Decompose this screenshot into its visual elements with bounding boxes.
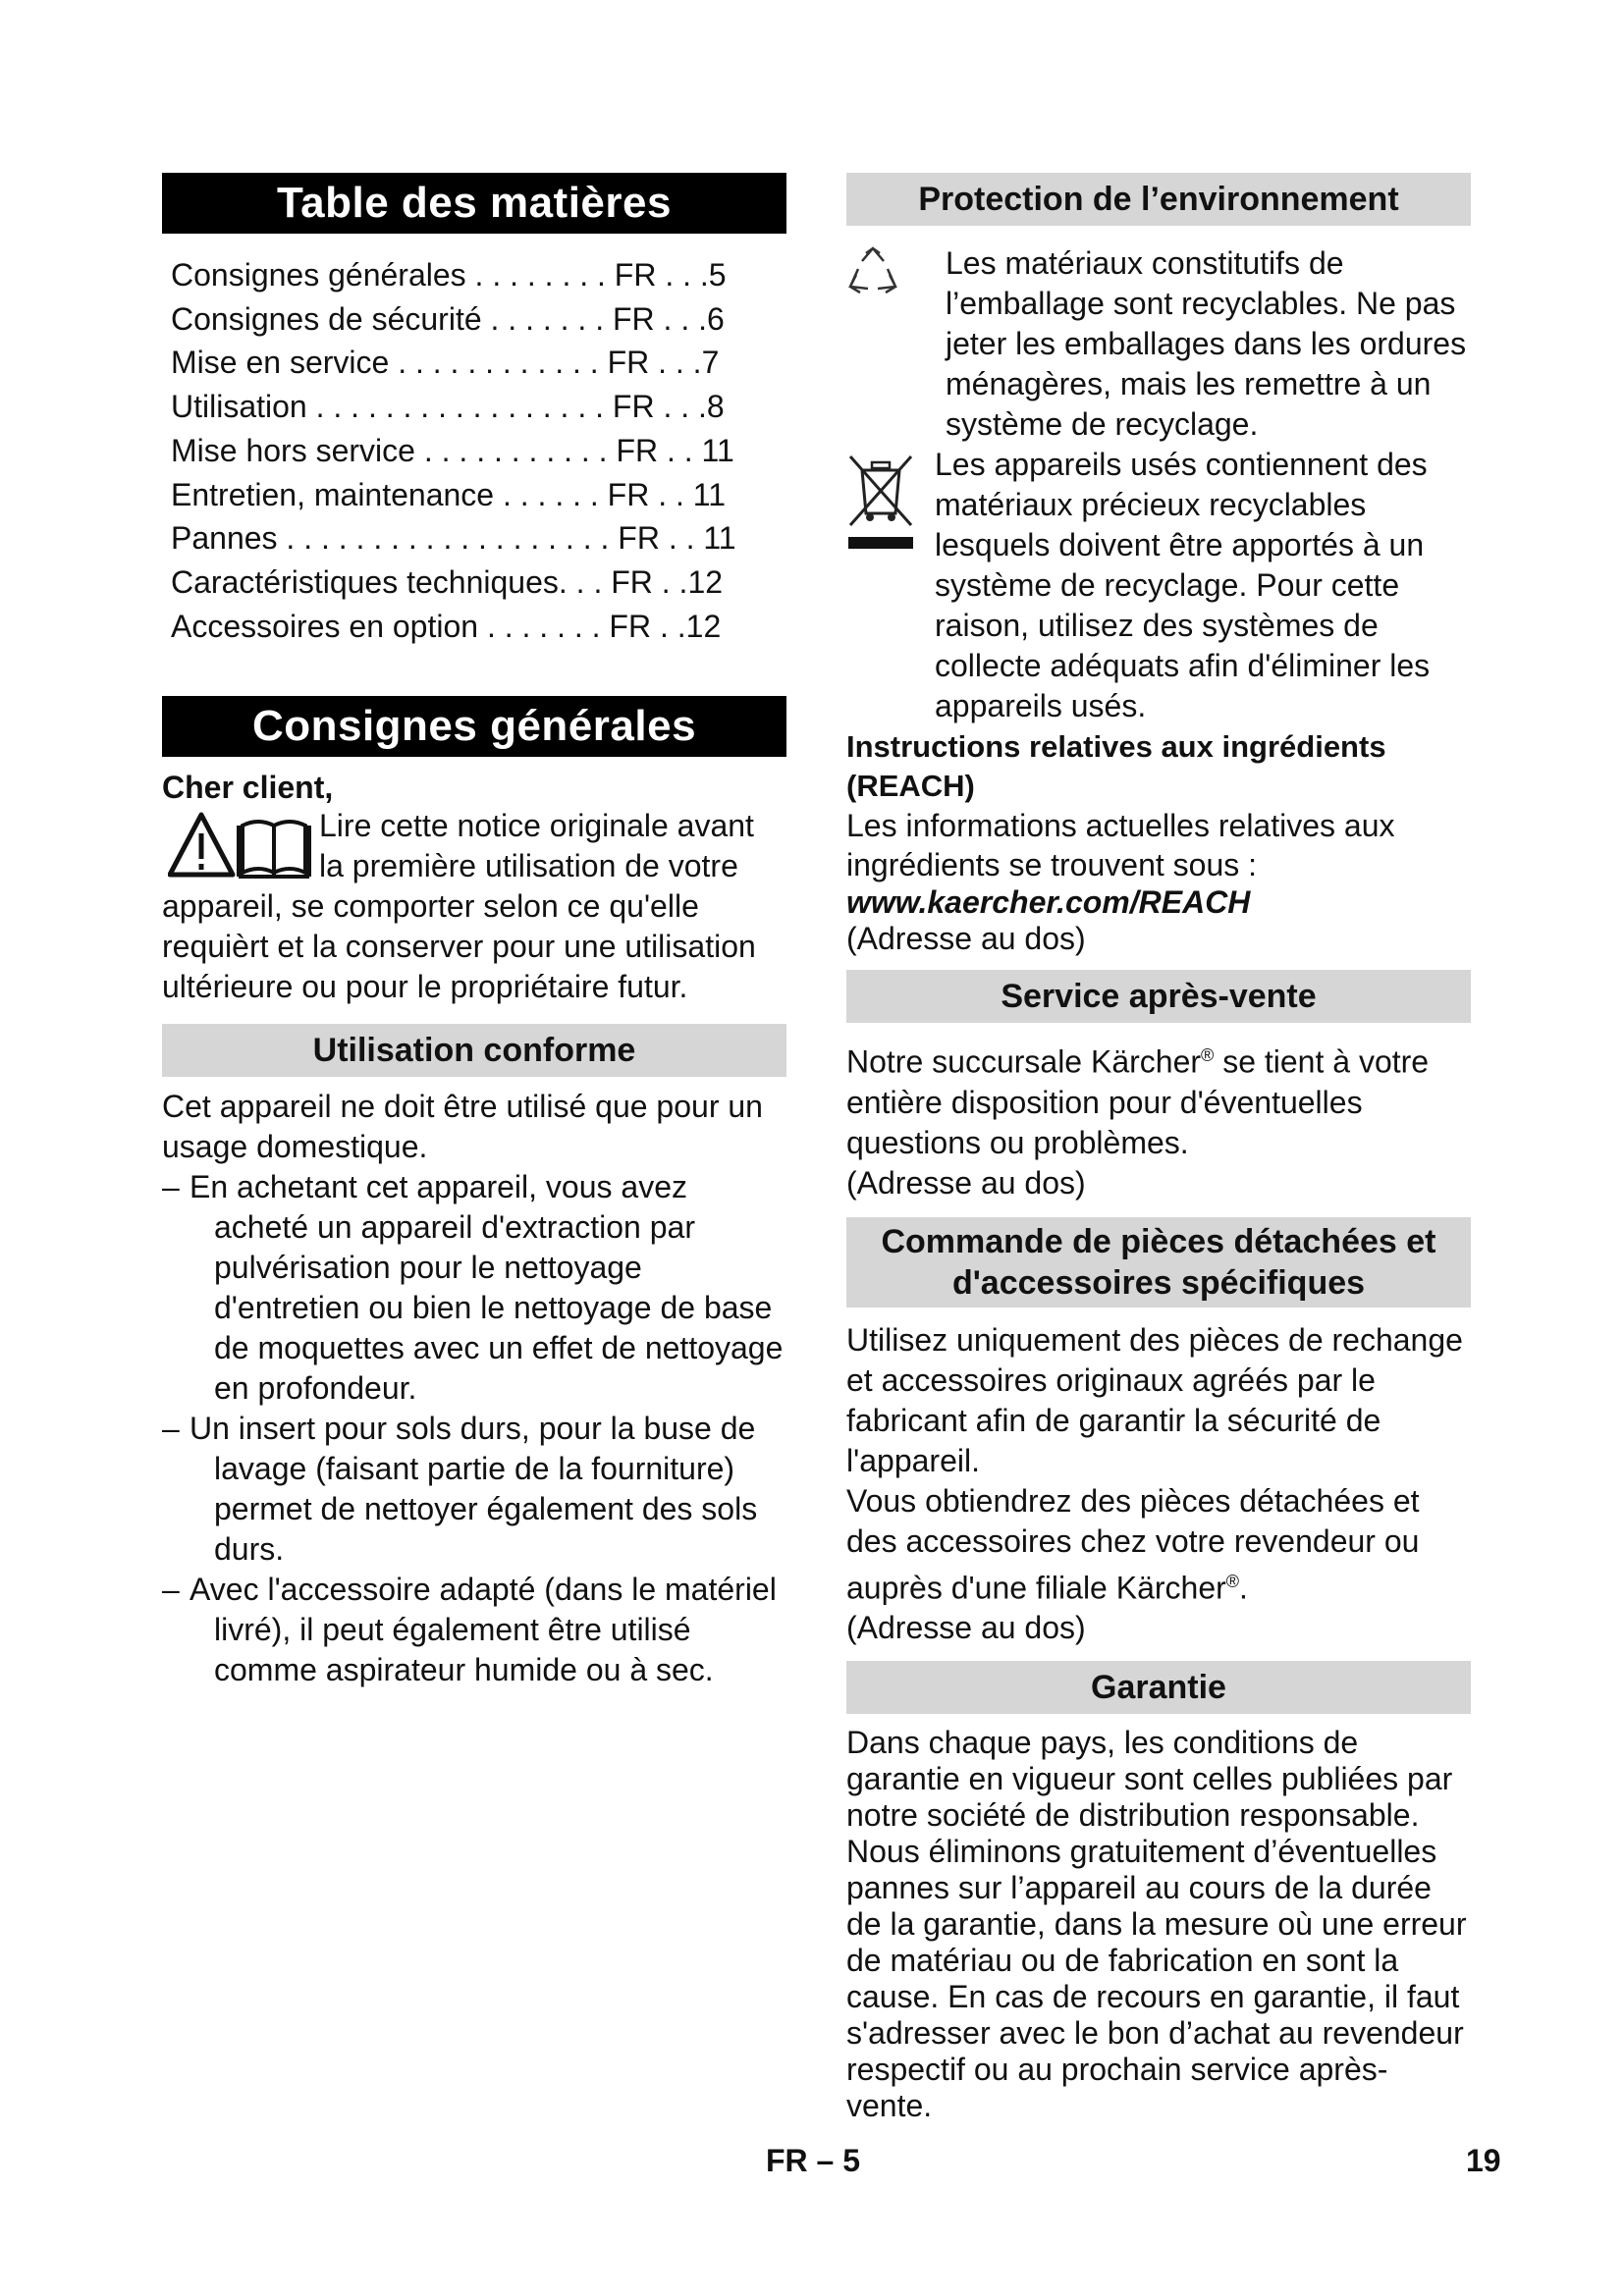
list-item: – Un insert pour sols durs, pour la buse de lavage (faisant partie de la fourniture) permet de nettoyer également des sols durs. [162,1411,758,1568]
intro-block [162,806,786,1007]
toc-entry[interactable]: Utilisation . . . . . . . . . . . . . . . . . FR . . .8 [171,389,725,425]
page-number: 19 [1466,2143,1501,2178]
reach-heading: Instructions relatives aux ingrédients (REACH) [846,729,1386,803]
toc-entry[interactable]: Caractéristiques techniques. . . FR . .12 [171,563,724,600]
parts-heading: Commande de pièces détachées et d'accessoires spécifiques [846,1217,1471,1308]
crossed-bin-icon [846,451,915,555]
right-column [846,173,1471,2124]
toc-entry[interactable]: Consignes générales . . . . . . . . FR . . .5 [171,257,727,293]
address-note: (Adresse au dos) [846,1610,1086,1646]
env-text-1: Les matériaux constitutifs de l’emballage sont recyclables. Ne pas jeter les emballages dans les ordures ménagères, mais les remettre à un système de recyclage. [946,245,1467,442]
warning-manual-icon [168,812,311,881]
parts-text-2: Vous obtiendrez des pièces détachées et des accessoires chez votre revendeur ou auprès d'une filiale Kärcher®. [846,1482,1420,1606]
parts-text-1: Utilisez uniquement des pièces de rechange et accessoires originaux agréés par le fabricant afin de garantir la sécurité de l'appareil. [846,1321,1463,1478]
use-text: Cet appareil ne doit être utilisé que pour un usage domestique. [162,1089,763,1165]
env-text-2: Les appareils usés contiennent des matériaux précieux recyclables lesquels doivent être apportés à un système de recyclage. Pour cette raison, utilisez des systèmes de collecte adéquats afin d'éliminer les appareils usés. [935,447,1431,723]
toc-entry[interactable]: Mise en service . . . . . . . . . . . . FR . . .7 [171,345,720,381]
toc-entry[interactable]: Pannes . . . . . . . . . . . . . . . . . . . FR . . 11 [171,520,736,557]
address-note: (Adresse au dos) [846,921,1086,956]
intro-text: appareil, se comporter selon ce qu'elle requièrt et la conserver pour une utilisation ultérieure ou pour le propriétaire futur. [162,888,756,1005]
toc-heading: Table des matières [162,173,786,234]
service-text: Notre succursale Kärcher® se tient à votre entière disposition pour d'éventuelles questions ou problèmes. [846,1043,1430,1160]
list-item: – En achetant cet appareil, vous avez acheté un appareil d'extraction par pulvérisation pour le nettoyage d'entretien ou bien le nettoyage de base de moquettes avec un effet de nettoyage en profondeur. [162,1169,784,1407]
toc-entry[interactable]: Entretien, maintenance . . . . . . FR . . 11 [171,476,726,512]
recycling-icon [846,245,899,298]
service-heading: Service après-vente [846,970,1471,1023]
weee-block [846,445,1471,726]
reach-text: Les informations actuelles relatives aux ingrédients se trouvent sous : [846,808,1395,882]
use-list [162,1167,786,1690]
intro-line-2: la première utilisation de votre [319,848,738,884]
reach-link[interactable]: www.kaercher.com/REACH [846,884,1251,920]
general-heading: Consignes générales [162,696,786,757]
environment-heading: Protection de l’environnement [846,173,1471,226]
toc-entry[interactable]: Accessoires en option . . . . . . . FR . .12 [171,608,722,644]
address-note: (Adresse au dos) [846,1164,1086,1201]
warranty-text: Dans chaque pays, les conditions de garantie en vigueur sont celles publiées par notre société de distribution responsable. Nous éliminons gratuitement d’éventuelles pannes sur l’appareil au cours de la durée de la garantie, dans la mesure où une erreur de matériau ou de fabrication en sont la cause. En cas de recours en garantie, il faut s'adresser avec le bon d’achat au revendeur respectif ou au prochain service après-vente. [846,1725,1467,2124]
table-of-contents [162,253,786,648]
toc-entry[interactable]: Consignes de sécurité . . . . . . . FR . . .6 [171,300,725,337]
intro-line-1: Lire cette notice originale avant [319,808,754,844]
footer-section-label: FR – 5 [766,2143,861,2178]
warranty-heading: Garantie [846,1661,1471,1714]
recycling-block [846,243,1471,445]
toc-entry[interactable]: Mise hors service . . . . . . . . . . . FR . . 11 [171,432,734,468]
left-column [162,173,786,1690]
list-item: – Avec l'accessoire adapté (dans le matériel livré), il peut également être utilisé comme aspirateur humide ou à sec. [162,1572,777,1688]
dear-client: Cher client, [162,770,334,806]
use-heading: Utilisation conforme [162,1024,786,1077]
